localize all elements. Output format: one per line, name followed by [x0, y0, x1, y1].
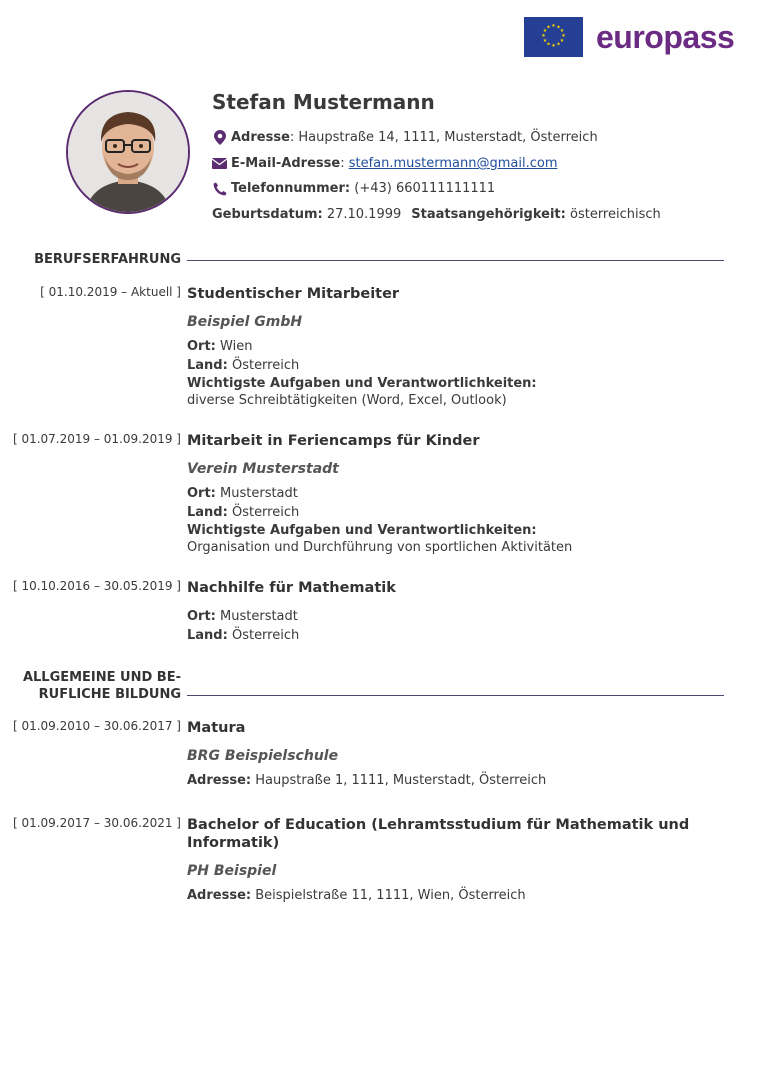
section-divider: [187, 260, 724, 261]
entry-date: [ 01.10.2019 – Aktuell ]: [40, 285, 181, 299]
email-separator: :: [340, 156, 349, 171]
eu-flag-icon: [524, 17, 583, 57]
entry-organization: BRG Beispielschule: [187, 748, 339, 764]
entry-location: Ort: Wien: [187, 339, 253, 354]
nationality-value: österreichisch: [565, 207, 661, 222]
entry-date: [ 10.10.2016 – 30.05.2019 ]: [12, 579, 181, 593]
europass-logo: [524, 17, 734, 57]
svg-text:★: ★: [559, 38, 565, 44]
address-value: : Haupstraße 14, 1111, Musterstadt, Österreich: [289, 130, 598, 145]
address-row: [212, 130, 598, 145]
entry-title: Nachhilfe für Mathematik: [187, 580, 396, 596]
entry-country: Land: Österreich: [187, 505, 300, 520]
phone-icon: [212, 181, 227, 196]
entry-address: Adresse: Beispielstraße 11, 1111, Wien, Österreich: [187, 888, 526, 903]
phone-label: Telefonnummer:: [231, 181, 351, 196]
svg-text:★: ★: [542, 28, 548, 34]
svg-text:★: ★: [551, 23, 556, 29]
entry-location: Ort: Musterstadt: [187, 486, 298, 501]
svg-text:★: ★: [556, 41, 561, 48]
birthdate-value: 27.10.1999: [322, 207, 402, 222]
entry-tasks: Organisation und Durchführung von sportlichen Aktivitäten: [187, 540, 573, 555]
map-pin-icon: [212, 130, 227, 145]
section-divider: [187, 695, 724, 696]
phone-row: [212, 181, 495, 196]
personal-details-row: [212, 207, 661, 222]
entry-location: Ort: Musterstadt: [187, 609, 298, 624]
entry-country: Land: Österreich: [187, 628, 300, 643]
entry-date: [ 01.07.2019 – 01.09.2019 ]: [12, 432, 181, 446]
envelope-icon: [212, 156, 227, 171]
svg-text:★: ★: [542, 38, 548, 44]
entry-title: Matura: [187, 720, 246, 736]
profile-photo: [66, 90, 190, 214]
entry-date: [ 01.09.2010 – 30.06.2017 ]: [12, 719, 181, 733]
entry-title: Bachelor of Education (Lehramtsstudium für Mathematik und Informatik): [187, 817, 690, 851]
entry-title: Studentischer Mitarbeiter: [187, 286, 400, 302]
svg-text:★: ★: [561, 33, 566, 39]
entry-tasks: diverse Schreibtätigkeiten (Word, Excel, Outlook): [187, 393, 507, 408]
birthdate-label: Geburtsdatum:: [212, 207, 323, 222]
email-link[interactable]: stefan.mustermann@gmail.com: [348, 156, 558, 171]
phone-value: (+43) 660111111111: [350, 181, 496, 196]
entry-title: Mitarbeit in Feriencamps für Kinder: [187, 433, 480, 449]
entry-organization: Verein Musterstadt: [187, 461, 339, 477]
entry-organization: PH Beispiel: [187, 863, 277, 879]
entry-tasks-label: Wichtigste Aufgaben und Verantwortlichkeiten:: [187, 376, 537, 391]
entry-date: [ 01.09.2017 – 30.06.2021 ]: [12, 816, 181, 830]
entry-country: Land: Österreich: [187, 358, 300, 373]
svg-text:★: ★: [546, 24, 551, 31]
nationality-label: Staatsangehörigkeit:: [411, 207, 566, 222]
entry-organization: Beispiel GmbH: [187, 314, 303, 330]
svg-text:★: ★: [559, 28, 565, 34]
entry-address: Adresse: Haupstraße 1, 1111, Musterstadt, Österreich: [187, 773, 547, 788]
svg-text:★: ★: [556, 24, 561, 31]
europass-wordmark: europass: [596, 19, 735, 55]
entry-tasks-label: Wichtigste Aufgaben und Verantwortlichkeiten:: [187, 523, 537, 538]
svg-text:★: ★: [546, 41, 551, 48]
section-title-work: BERUFSERFAHRUNG: [34, 252, 181, 267]
address-label: Adresse: [231, 130, 290, 145]
section-title-education: ALLGEMEINE UND BE- RUFLICHE BILDUNG: [22, 670, 181, 702]
email-label: E-Mail-Adresse: [231, 156, 341, 171]
svg-text:★: ★: [551, 43, 556, 49]
svg-text:★: ★: [541, 33, 546, 39]
email-row: [212, 156, 557, 171]
candidate-name: Stefan Mustermann: [212, 90, 435, 114]
